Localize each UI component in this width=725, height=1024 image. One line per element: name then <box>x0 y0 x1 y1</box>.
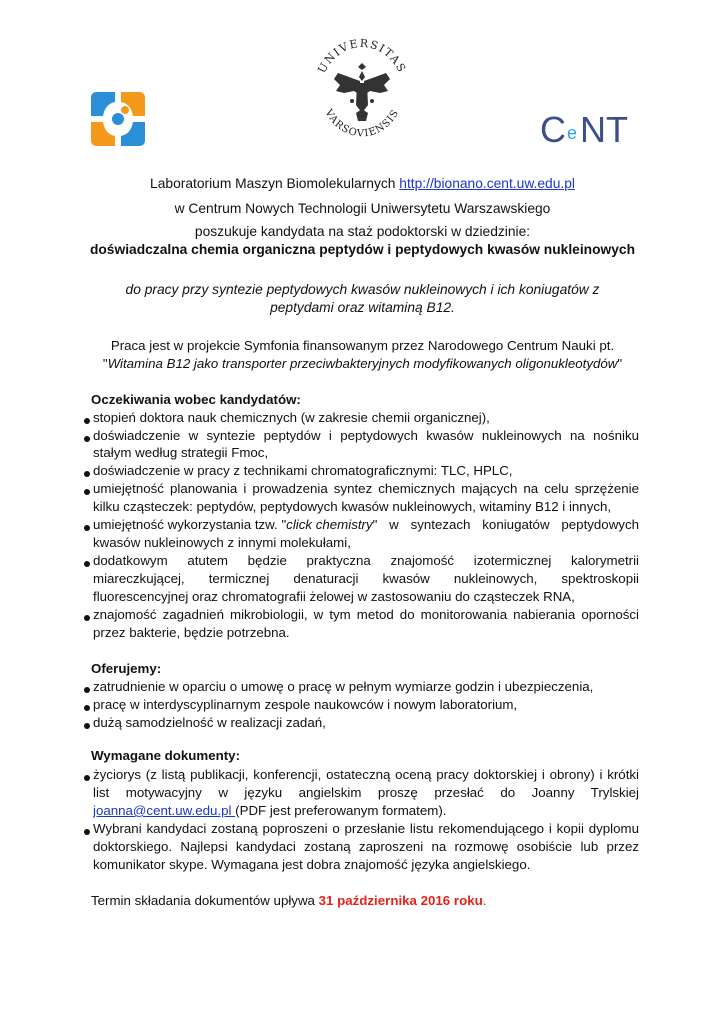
list-item <box>0 428 725 446</box>
svg-text:VARSOVIENSIS: VARSOVIENSIS <box>322 107 402 140</box>
cent-logo <box>540 109 640 151</box>
list-item <box>0 697 725 715</box>
institute-logo-icon <box>91 92 145 146</box>
deadline-date: 31 października 2016 roku <box>318 893 483 908</box>
university-seal-icon <box>310 33 414 159</box>
list-item-text: doświadczenie w pracy z technikami chromatograficznymi: TLC, HPLC, <box>93 463 513 478</box>
list-item-text: kwasów nukleinowych z innymi molekułami, <box>93 535 351 550</box>
list-item-text: przez bakterie, będzie potrzebna. <box>93 625 290 640</box>
list-item <box>0 767 725 785</box>
list-item-text <box>93 803 446 818</box>
bullet-icon <box>84 525 90 531</box>
click-chemistry-term: click chemistry <box>286 517 373 532</box>
list-item-text <box>93 517 639 532</box>
list-item <box>0 410 725 428</box>
subtitle-line-2: peptydami oraz witaminą B12. <box>270 300 455 315</box>
bullet-icon <box>84 436 90 442</box>
list-item <box>0 679 725 697</box>
list-item-text: znajomość zagadnień mikrobiologii, w tym metod do monitorowania nabierania oporności <box>93 607 639 622</box>
list-item-continuation <box>0 571 725 589</box>
project-line-1: Praca jest w projekcie Symfonia finansowanym przez Narodowego Centrum Nauki pt. <box>110 338 615 353</box>
svg-text:UNIVERSITAS: UNIVERSITAS <box>315 36 409 76</box>
bullet-icon <box>84 705 90 711</box>
list-item-text: stałym według strategii Fmoc, <box>93 445 269 460</box>
list-item-text: miareczkującej, termicznej denaturacji kwasów nukleinowych, spektroskopii <box>93 571 639 586</box>
list-item-text: komunikator skype. Wymagana jest dobra znajomość języka angielskiego. <box>93 857 531 872</box>
list-item-text: doktorskiego. Najlepsi kandydaci zostaną zaproszeni na rozmowę osobiście lub przez <box>93 839 639 854</box>
cent-logo-c: C <box>540 109 566 150</box>
bullet-icon <box>84 829 90 835</box>
title-line-1 <box>60 176 665 191</box>
list-item <box>0 607 725 625</box>
deadline-suffix: . <box>482 893 487 908</box>
bullet-icon <box>84 723 90 729</box>
list-item-text-part: umiejętność wykorzystania tzw. " <box>93 517 287 532</box>
list-item <box>0 481 725 499</box>
title-line-2: w Centrum Nowych Technologii Uniwersytetu Warszawskiego <box>174 201 551 216</box>
list-item-text: fluorescencyjnej oraz chromatografii żelowej w zastosowaniu do cząsteczek RNA, <box>93 589 575 604</box>
field-of-research: doświadczalna chemia organiczna peptydów i peptydowych kwasów nukleinowych <box>89 242 636 257</box>
lab-name: Laboratorium Maszyn Biomolekularnych <box>150 176 400 191</box>
list-item-continuation <box>0 445 725 463</box>
deadline <box>91 893 486 908</box>
bullet-icon <box>84 615 90 621</box>
list-item-continuation <box>0 857 725 875</box>
list-item-text: umiejętność planowania i prowadzenia syntez chemicznych mających na celu sprzężenie <box>93 481 639 496</box>
project-title: Witamina B12 jako transporter przeciwbakteryjnych modyfikowanych oligonukleotydów <box>107 356 618 371</box>
quote-close: " <box>617 356 623 371</box>
list-item-continuation <box>0 589 725 607</box>
cent-logo-nt: NT <box>580 109 628 150</box>
expectations-heading: Oczekiwania wobec kandydatów: <box>91 392 301 407</box>
list-item <box>0 821 725 839</box>
bullet-icon <box>84 471 90 477</box>
list-item-continuation <box>0 803 725 821</box>
documents-heading: Wymagane dokumenty: <box>91 748 241 763</box>
list-item-continuation <box>0 499 725 517</box>
bullet-icon <box>84 687 90 693</box>
list-item-text: list motywacyjny w języku angielskim proszę przesłać do Joanny Trylskiej <box>93 785 639 800</box>
lab-website-link[interactable]: http://bionano.cent.uw.edu.pl <box>399 176 575 191</box>
list-item <box>0 517 725 535</box>
offer-heading: Oferujemy: <box>91 661 162 676</box>
project-line-2 <box>60 356 665 371</box>
list-item-text: dodatkowym atutem będzie praktyczna znajomość izotermicznej kalorymetrii <box>93 553 639 568</box>
list-item <box>0 715 725 733</box>
list-item-text: stopień doktora nauk chemicznych (w zakresie chemii organicznej), <box>93 410 490 425</box>
list-item-text: życiorys (z listą publikacji, konferencji, ostateczną oceną pracy doktorskiej i obrony) i krótki <box>93 767 639 782</box>
contact-email-link[interactable]: joanna@cent.uw.edu.pl <box>93 803 236 818</box>
list-item-text: dużą samodzielność w realizacji zadań, <box>93 715 326 730</box>
title-line-3: poszukuje kandydata na staż podoktorski w dziedzinie: <box>194 224 531 239</box>
list-item <box>0 553 725 571</box>
list-item-continuation <box>0 839 725 857</box>
list-item <box>0 463 725 481</box>
quote-open: " <box>102 356 108 371</box>
list-item-text: zatrudnienie w oparciu o umowę o pracę w pełnym wymiarze godzin i ubezpieczenia, <box>93 679 594 694</box>
list-item-text: kilku cząsteczek: peptydów, peptydowych kwasów nukleinowych, witaminy B12 i innych, <box>93 499 612 514</box>
list-item-continuation <box>0 535 725 553</box>
bullet-icon <box>84 489 90 495</box>
list-item-text: Wybrani kandydaci zostaną poproszeni o przesłanie listu rekomendującego i kopii dyplomu <box>93 821 639 836</box>
list-item-text: doświadczenie w syntezie peptydów i peptydowych kwasów nukleinowych na nośniku <box>93 428 639 443</box>
bullet-icon <box>84 561 90 567</box>
bullet-icon <box>84 775 90 781</box>
list-item-continuation <box>0 785 725 803</box>
list-item-text: pracę w interdyscyplinarnym zespole naukowców i nowym laboratorium, <box>93 697 518 712</box>
list-item-text-part: (PDF jest preferowanym formatem). <box>235 803 447 818</box>
deadline-prefix: Termin składania dokumentów upływa <box>91 893 319 908</box>
cent-logo-e: e <box>567 123 578 143</box>
subtitle-line-1: do pracy przy syntezie peptydowych kwasów nukleinowych i ich koniugatów z <box>125 282 600 297</box>
list-item-continuation <box>0 625 725 643</box>
list-item-text-part: " w syntezach koniugatów peptydowych <box>372 517 639 532</box>
bullet-icon <box>84 418 90 424</box>
